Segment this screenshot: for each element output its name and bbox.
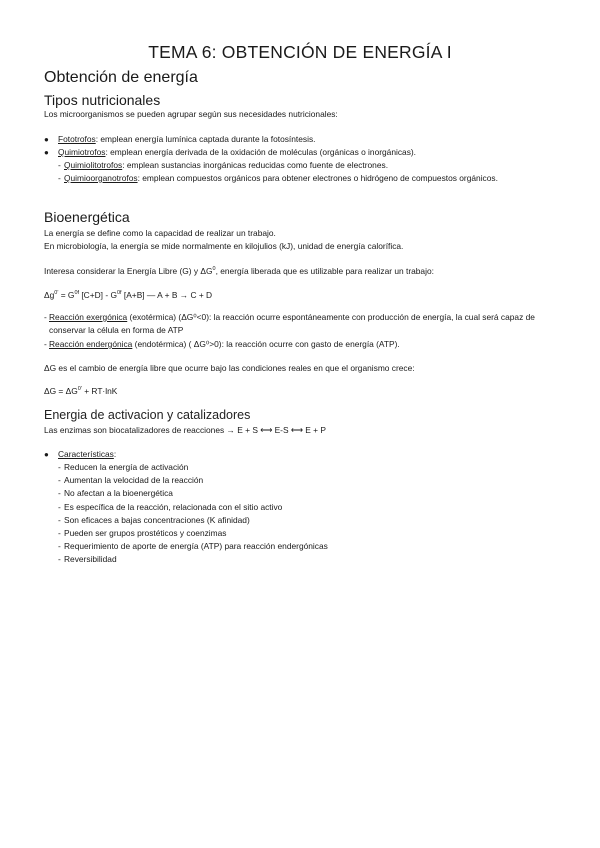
equation-delta-g-real (44, 385, 117, 398)
definition: : emplean compuestos orgánicos para obtener electrones o hidrógeno de compuestos orgánicos. (137, 173, 498, 183)
text-part: + RT·lnK (81, 386, 118, 396)
list-dash: - (58, 514, 61, 525)
list-item-quimiolitotrofos (64, 159, 388, 172)
list-item-quimiotrofos (58, 146, 416, 159)
list-bullet: ● (44, 135, 49, 144)
text-part: Interesa considerar la Energía Libre (G) y ΔG (44, 266, 213, 276)
caracteristicas-label (58, 448, 116, 461)
term: Características (58, 449, 114, 459)
list-dash: - (58, 488, 61, 499)
term: Quimiolitotrofos (64, 160, 123, 170)
term: Reacción exergónica (49, 312, 128, 322)
caracteristica-item: Son eficaces a bajas concentraciones (K afinidad) (64, 514, 250, 525)
caracteristica-item: Aumentan la velocidad de la reacción (64, 475, 204, 486)
section-heading: Obtención de energía (44, 69, 198, 86)
text-part: ΔG = ΔG (44, 386, 78, 396)
page-title: TEMA 6: OBTENCIÓN DE ENERGÍA I (148, 42, 452, 62)
tipos-intro: Los microorganismos se pueden agrupar según sus necesidades nutricionales: (44, 109, 338, 119)
list-bullet: ● (44, 450, 49, 459)
list-dash: - (58, 475, 61, 486)
term: Quimiotrofos (58, 147, 106, 157)
caracteristica-item: Reducen la energía de activación (64, 462, 189, 472)
caracteristica-item: Requerimiento de aporte de energía (ATP) para reacción endergónicas (64, 541, 328, 552)
colon: : (113, 449, 117, 459)
list-dash: - (44, 339, 47, 349)
text-part: , energía liberada que es utilizable para realizar un trabajo: (215, 266, 434, 276)
bio-line-1: La energía se define como la capacidad de realizar un trabajo. (44, 228, 276, 238)
superscript: 0' (54, 290, 59, 297)
list-item-fototrofos (58, 133, 315, 146)
bio-heading: Bioenergética (44, 209, 130, 225)
list-item-quimioorganotrofos (64, 172, 554, 185)
list-bullet: ● (44, 148, 49, 157)
definition: (exotérmica) (ΔG⁰<0): la reacción ocurre espontáneamente con producción de energía, la cual será capaz de conservar la célula en forma de ATP (49, 312, 535, 335)
reaccion-exergonica (49, 311, 559, 337)
definition: : emplean sustancias inorgánicas reducidas como fuente de electrones. (122, 160, 389, 170)
text-part: [C+D] - G (79, 290, 117, 300)
cat-intro: Las enzimas son biocatalizadores de reacciones → E + S ⟷ E-S ⟷ E + P (44, 425, 326, 435)
tipos-heading: Tipos nutricionales (44, 92, 161, 108)
definition: : emplean energía derivada de la oxidación de moléculas (orgánicas o inorgánicas). (105, 147, 417, 157)
superscript: 0f (74, 290, 80, 297)
superscript: 0f (116, 290, 122, 297)
superscript: 0 (212, 266, 216, 273)
reaccion-endergonica (49, 338, 400, 351)
caracteristica-item: No afectan a la bioenergética (64, 488, 173, 499)
term: Reacción endergónica (49, 339, 133, 349)
definition: (endotérmica) ( ΔG⁰>0): la reacción ocurre con gasto de energía (ATP). (132, 339, 400, 349)
caracteristica-item: Es específica de la reacción, relacionada con el sitio activo (64, 501, 283, 512)
caracteristica-item: Pueden ser grupos prostéticos y coenzimas (64, 528, 227, 538)
bio-line-2: En microbiología, la energía se mide normalmente en kilojulios (kJ), unidad de energía calorífica. (44, 241, 404, 251)
term: Quimioorganotrofos (64, 173, 138, 183)
list-dash: - (44, 312, 47, 322)
bio-line-3 (44, 265, 434, 278)
list-dash: - (58, 541, 61, 552)
list-dash: - (58, 462, 61, 472)
text-part: Δg (44, 290, 55, 300)
term: Fototrofos (58, 134, 96, 144)
list-dash: - (58, 160, 61, 170)
delta-g-definition: ΔG es el cambio de energía libre que ocurre bajo las condiciones reales en que el organismo crece: (44, 363, 415, 373)
text-part: = G (58, 290, 75, 300)
equation-delta-g (44, 289, 212, 302)
cat-heading: Energia de activacion y catalizadores (44, 408, 251, 422)
caracteristica-item: Reversibilidad (64, 554, 117, 565)
superscript: 0' (77, 386, 82, 393)
list-dash: - (58, 554, 61, 565)
list-dash: - (58, 501, 61, 512)
definition: : emplean energía lumínica captada durante la fotosíntesis. (95, 134, 316, 144)
text-part: [A+B] — A + B → C + D (121, 290, 213, 300)
list-dash: - (58, 528, 61, 538)
list-dash: - (58, 173, 61, 183)
